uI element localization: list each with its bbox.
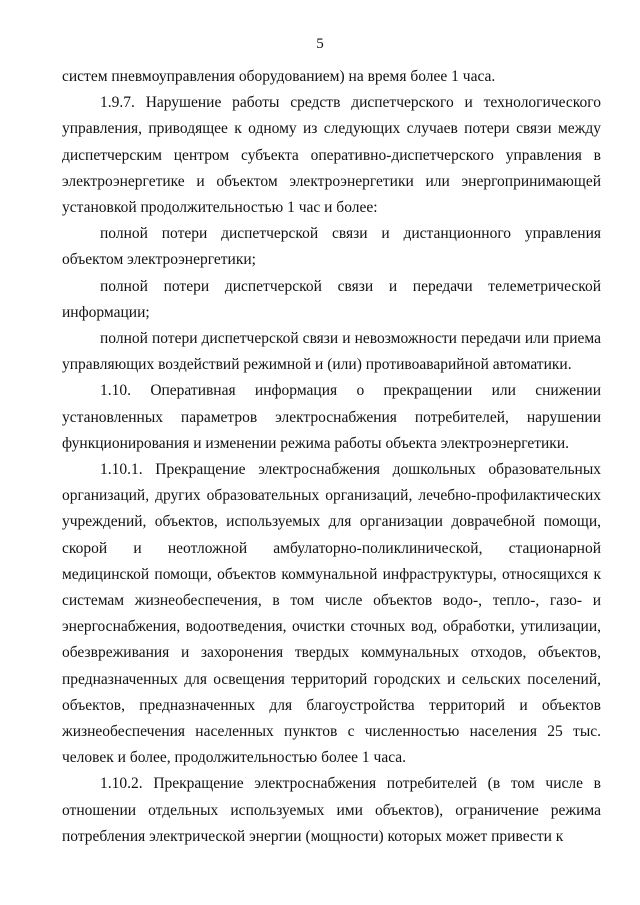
paragraph-1-10: 1.10. Оперативная информация о прекращении или снижении установленных параметров электроснабжения потребителей, нарушении функционирования и изменении режима работы объекта электроэнергетики.: [62, 382, 601, 452]
paragraph-1-9-7: 1.9.7. Нарушение работы средств диспетчерского и технологического управления, приводящее к одному из следующих случаев потери связи между диспетчерским центром субъекта оперативно-диспетчерского управления в электроэнергетике и объектом электроэнергетики или энергопринимающей установкой продолжительностью 1 час и более:: [62, 94, 601, 217]
paragraph-list-item-2: полной потери диспетчерской связи и передачи телеметрической информации;: [62, 277, 601, 321]
paragraph-1-10-2: 1.10.2. Прекращение электроснабжения потребителей (в том числе в отношении отдельных используемых ими объектов), ограничение режима потребления электрической энергии (мощности) которых может привести к: [62, 775, 601, 845]
page-number: 5: [316, 36, 324, 52]
paragraph-list-item-1: полной потери диспетчерской связи и дистанционного управления объектом электроэнергетики;: [62, 225, 601, 269]
paragraph-1-10-1: 1.10.1. Прекращение электроснабжения дошкольных образовательных организаций, других образовательных организаций, лечебно-профилактических учреждений, объектов, используемых для организации доврачебной помощи, скорой и неотложной амбулаторно-поликлинической, стационарной медицинской помощи, объектов коммунальной инфраструктуры, относящихся к системам жизнеобеспечения, в том числе объектов водо-, тепло-, газо- и энергоснабжения, водоотведения, очистки сточных вод, обработки, утилизации, обезвреживания и захоронения твердых коммунальных отходов, объектов, предназначенных для освещения территорий городских и сельских поселений, объектов, предназначенных для благоустройства территорий и объектов жизнеобеспечения населенных пунктов с численностью населения 25 тыс. человек и более, продолжительностью более 1 часа.: [62, 461, 601, 767]
paragraph-continuation: систем пневмоуправления оборудованием) на время более 1 часа.: [62, 68, 496, 85]
paragraph-list-item-3: полной потери диспетчерской связи и невозможности передачи или приема управляющих воздействий режимной и (или) противоаварийной автоматики.: [62, 330, 601, 374]
document-body: [62, 64, 601, 850]
